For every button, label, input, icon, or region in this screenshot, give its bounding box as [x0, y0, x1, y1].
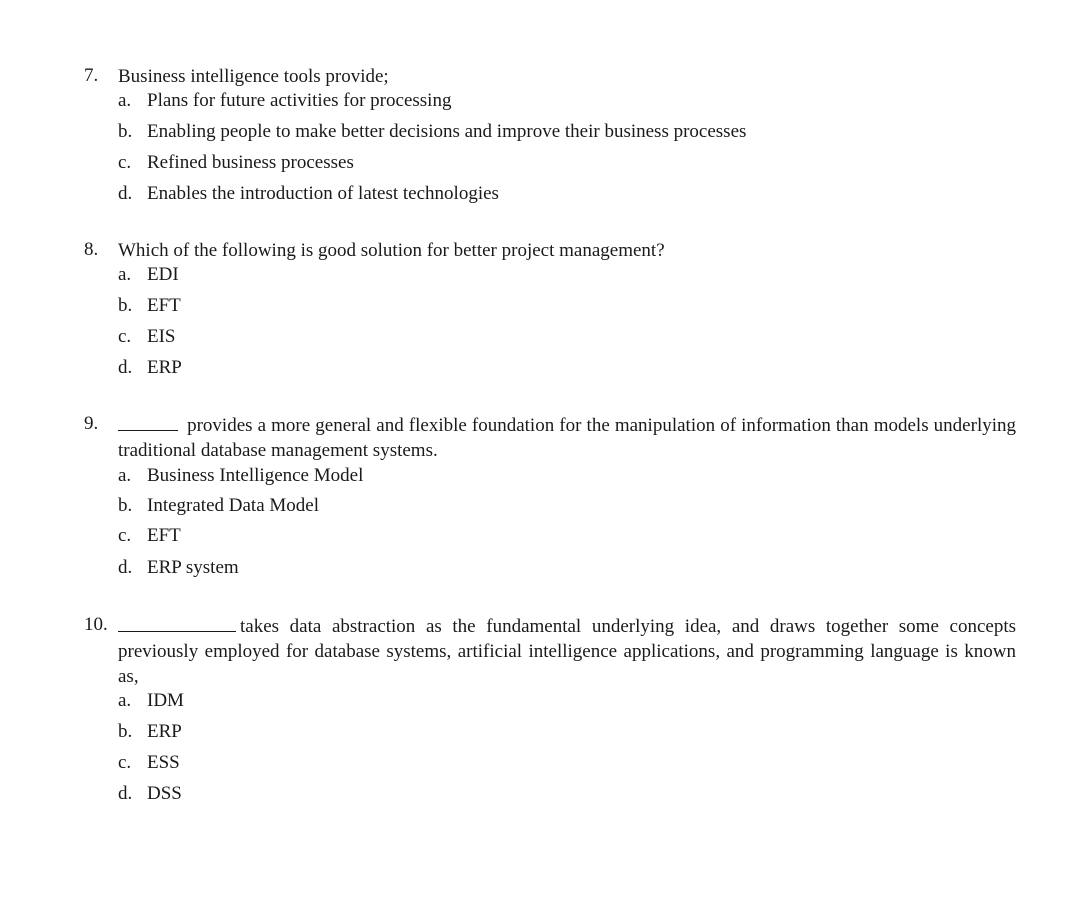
option-text: IDM: [147, 690, 184, 711]
option-text: Refined business processes: [147, 152, 354, 173]
option-8b: [118, 293, 181, 319]
option-letter: b.: [118, 295, 133, 316]
option-9a: [118, 463, 363, 489]
answer-blank: [118, 412, 178, 431]
option-text: Enabling people to make better decisions and improve their business processes: [147, 121, 747, 142]
option-letter: b.: [118, 495, 133, 516]
question-stem-text: takes data abstraction as the fundamental underlying idea, and draws together some concepts previously employed for database systems, artificial intelligence applications, and programming language is known as,: [118, 616, 1016, 687]
option-7c: [118, 150, 354, 176]
question-stem: [118, 613, 1016, 689]
option-letter: c.: [118, 326, 132, 347]
option-letter: c.: [118, 752, 132, 773]
option-10d: [118, 781, 182, 807]
option-text: ERP: [147, 357, 182, 378]
option-text: EDI: [147, 264, 179, 285]
question-stem-text: provides a more general and flexible foundation for the manipulation of information than models underlying traditional database management systems.: [118, 415, 1016, 461]
question-stem: [118, 412, 1016, 463]
option-7d: [118, 181, 499, 207]
option-7a: [118, 88, 451, 114]
option-8d: [118, 355, 182, 381]
option-9b: [118, 493, 319, 519]
option-letter: d.: [118, 357, 133, 378]
option-10a: [118, 688, 184, 714]
option-letter: b.: [118, 721, 133, 742]
option-letter: a.: [118, 690, 132, 711]
option-letter: a.: [118, 264, 132, 285]
option-text: EIS: [147, 326, 176, 347]
question-number: 9.: [84, 413, 99, 434]
option-8c: [118, 324, 176, 350]
answer-blank: [118, 613, 236, 632]
option-text: ESS: [147, 752, 180, 773]
option-text: ERP: [147, 721, 182, 742]
option-letter: d.: [118, 183, 133, 204]
option-letter: a.: [118, 90, 132, 111]
option-letter: a.: [118, 465, 132, 486]
option-text: ERP system: [147, 557, 239, 578]
option-8a: [118, 262, 179, 288]
option-10c: [118, 750, 180, 776]
question-stem: Which of the following is good solution for better project management?: [118, 240, 665, 261]
option-letter: c.: [118, 152, 132, 173]
question-number: 7.: [84, 65, 99, 86]
option-text: Business Intelligence Model: [147, 465, 364, 486]
option-10b: [118, 719, 182, 745]
option-9c: [118, 523, 181, 549]
option-9d: [118, 555, 239, 581]
option-letter: d.: [118, 557, 133, 578]
question-number: 10.: [84, 614, 108, 635]
option-text: EFT: [147, 295, 181, 316]
option-7b: [118, 119, 746, 145]
option-text: Enables the introduction of latest technologies: [147, 183, 499, 204]
option-text: DSS: [147, 783, 182, 804]
option-letter: b.: [118, 121, 133, 142]
question-number: 8.: [84, 239, 99, 260]
option-text: EFT: [147, 525, 181, 546]
option-letter: c.: [118, 525, 132, 546]
question-stem: Business intelligence tools provide;: [118, 66, 389, 87]
option-letter: d.: [118, 783, 133, 804]
option-text: Plans for future activities for processing: [147, 90, 452, 111]
option-text: Integrated Data Model: [147, 495, 319, 516]
